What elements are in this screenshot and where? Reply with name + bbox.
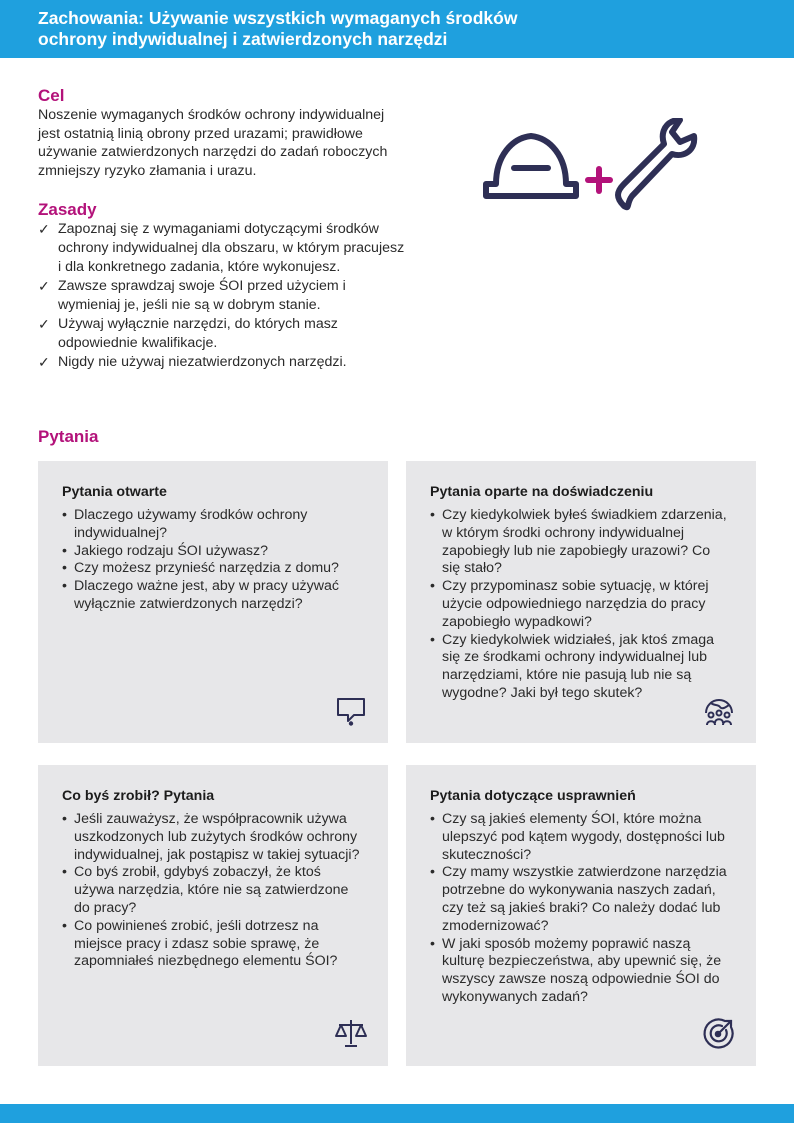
plus-icon [588, 169, 610, 191]
card-title: Pytania otwarte [62, 484, 167, 500]
list-item: • Dlaczego używamy środków ochrony indywidualnej? [62, 507, 364, 543]
card-title: Pytania oparte na doświadczeniu [430, 484, 654, 500]
list-item: • Czy są jakieś elementy ŚOI, które można ulepszyć pod kątem wygody, dostępności lub skuteczności? [430, 811, 732, 864]
wrench-icon [618, 120, 694, 207]
list-item: • Jakiego rodzaju ŚOI używasz? [62, 543, 364, 561]
rule-text: Zawsze sprawdzaj swoje ŚOI przed użyciem i wymieniaj je, jeśli nie są w dobrym stanie. [58, 278, 346, 313]
card-list [430, 811, 732, 1007]
hard-hat-icon [486, 136, 576, 196]
card-improvement-questions [406, 765, 756, 1066]
check-icon: ✓ [38, 316, 50, 332]
list-item: • Czy przypominasz sobie sytuację, w której użycie odpowiedniego narzędzia do pracy zapobiegło wypadkowi? [430, 578, 732, 631]
list-item: • Dlaczego ważne jest, aby w pracy używać wyłącznie zatwierdzonych narzędzi? [62, 578, 364, 614]
rules-heading: Zasady [38, 200, 97, 219]
card-what-would-you-do [38, 765, 388, 1066]
card-list [62, 811, 364, 971]
page-title-line-1: Zachowania: Używanie wszystkich wymaganych środków [38, 8, 518, 28]
list-item: • Co powinieneś zrobić, jeśli dotrzesz na miejsce pracy i zdasz sobie sprawę, że zapomniałeś niezbędnego elementu ŚOI? [62, 918, 364, 971]
card-title: Pytania dotyczące usprawnień [430, 788, 636, 804]
card-experience-questions [406, 461, 756, 743]
rule-text: Nigdy nie używaj niezatwierdzonych narzędzi. [58, 354, 347, 370]
list-item: • Czy kiedykolwiek widziałeś, jak ktoś zmaga się ze środkami ochrony indywidualnej lub narzędziami, które nie pasują lub nie są wygodne? Jaki był tego skutek? [430, 632, 732, 703]
card-title: Co byś zrobił? Pytania [62, 788, 215, 804]
card-open-questions [38, 461, 388, 743]
page-title-line-2: ochrony indywidualnej i zatwierdzonych narzędzi [38, 29, 448, 49]
rule-item [38, 353, 408, 372]
check-icon: ✓ [38, 354, 50, 370]
goal-text: Noszenie wymaganych środków ochrony indywidualnej jest ostatnią linią obrony przed urazami; prawidłowe używanie zatwierdzonych narzędzi do zadań roboczych zmniejszy ryzyko złamania i urazu. [38, 107, 388, 179]
card-list [62, 507, 364, 614]
rules-list [38, 220, 408, 372]
speech-bubble-icon [334, 693, 368, 727]
globe-people-icon [702, 693, 736, 727]
hero-icons [476, 118, 716, 218]
card-list [430, 507, 732, 703]
rule-text: Używaj wyłącznie narzędzi, do których masz odpowiednie kwalifikacje. [58, 316, 338, 351]
list-item: • Czy mamy wszystkie zatwierdzone narzędzia potrzebne do wykonywania naszych zadań, czy też są jakieś braki? Co należy dodać lub zmodernizować? [430, 864, 732, 935]
rule-item [38, 277, 408, 315]
list-item: • Czy kiedykolwiek byłeś świadkiem zdarzenia, w którym środki ochrony indywidualnej zapobiegły lub nie zapobiegły urazowi? Co się stało? [430, 507, 732, 578]
check-icon: ✓ [38, 278, 50, 294]
list-item: • Czy możesz przynieść narzędzia z domu? [62, 560, 364, 578]
check-icon: ✓ [38, 221, 50, 237]
footer-bar [0, 1104, 794, 1123]
page-title [38, 8, 756, 50]
list-item: • W jaki sposób możemy poprawić naszą kulturę bezpieczeństwa, aby upewnić się, że wszyscy zawsze noszą odpowiednie ŚOI do wykonywanych zadań? [430, 936, 732, 1007]
list-item: • Jeśli zauważysz, że współpracownik używa uszkodzonych lub zużytych środków ochrony indywidualnej, jak postąpisz w takiej sytuacji? [62, 811, 364, 864]
rule-text: Zapoznaj się z wymaganiami dotyczącymi środków ochrony indywidualnej dla obszaru, w którym pracujesz i dla konkretnego zadania, które wykonujesz. [58, 221, 405, 275]
list-item: • Co byś zrobił, gdybyś zobaczył, że ktoś używa narzędzia, które nie są zatwierdzone do pracy? [62, 864, 364, 917]
scales-icon [334, 1016, 368, 1050]
header-bar [0, 0, 794, 58]
rule-item [38, 220, 408, 277]
rule-item [38, 315, 408, 353]
questions-heading: Pytania [38, 427, 99, 446]
goal-heading: Cel [38, 86, 65, 105]
target-arrow-icon [702, 1016, 736, 1050]
